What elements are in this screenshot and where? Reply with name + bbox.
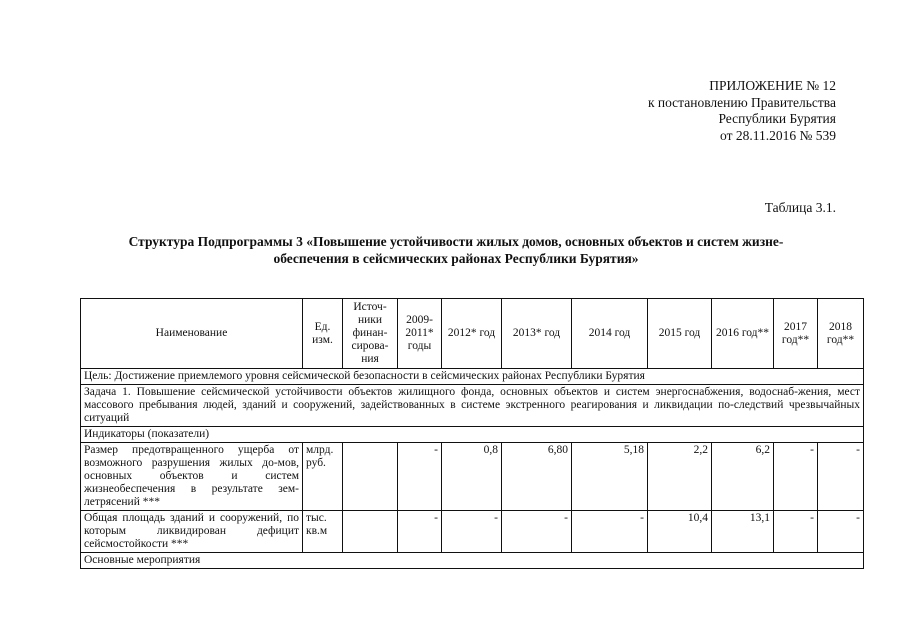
cell-2009-2011: - — [398, 511, 442, 553]
appendix-line: к постановлению Правительства — [647, 94, 836, 110]
cell-2017: - — [774, 511, 818, 553]
indicators-cell: Индикаторы (показатели) — [81, 427, 864, 443]
appendix-line: ПРИЛОЖЕНИЕ № 12 — [709, 78, 836, 93]
header-source: Источ-ники финан-сирова-ния — [343, 299, 398, 369]
header-2012: 2012* год — [442, 299, 502, 369]
row-unit: млрд. руб. — [303, 443, 343, 511]
title-line: обеспечения в сейсмических районах Республики Бурятия» — [273, 251, 639, 266]
activities-row — [81, 553, 864, 569]
header-2016: 2016 год** — [712, 299, 774, 369]
cell-2013: - — [502, 511, 572, 553]
header-2014: 2014 год — [572, 299, 648, 369]
cell-2009-2011: - — [398, 443, 442, 511]
cell-2013: 6,80 — [502, 443, 572, 511]
cell-2012: - — [442, 511, 502, 553]
cell-2014: - — [572, 511, 648, 553]
goal-row — [81, 369, 864, 385]
header-2018: 2018 год** — [818, 299, 864, 369]
table-row — [81, 443, 864, 511]
cell-2018: - — [818, 511, 864, 553]
title-line: Структура Подпрограммы 3 «Повышение устойчивости жилых домов, основных объектов и систем жизне- — [128, 234, 784, 249]
activities-cell: Основные мероприятия — [81, 553, 864, 569]
header-row — [81, 299, 864, 369]
row-source — [343, 511, 398, 553]
table-row — [81, 511, 864, 553]
cell-2016: 13,1 — [712, 511, 774, 553]
row-unit: тыс. кв.м — [303, 511, 343, 553]
indicators-row — [81, 427, 864, 443]
cell-2018: - — [818, 443, 864, 511]
row-source — [343, 443, 398, 511]
cell-2012: 0,8 — [442, 443, 502, 511]
cell-2015: 10,4 — [648, 511, 712, 553]
task-row — [81, 385, 864, 427]
header-name: Наименование — [81, 299, 303, 369]
cell-2014: 5,18 — [572, 443, 648, 511]
appendix-line: Республики Бурятия — [718, 111, 836, 126]
header-2015: 2015 год — [648, 299, 712, 369]
task-cell: Задача 1. Повышение сейсмической устойчивости объектов жилищного фонда, основных объектов и систем энергоснабжения, водоснаб-жения, мест массового пребывания людей, зданий и сооружений, задействованных в системе экстренного реагирования и ликвидации по-следствий чрезвычайных ситуаций — [81, 385, 864, 427]
row-name: Общая площадь зданий и сооружений, по которым ликвидирован дефицит сейсмостойкости *** — [81, 511, 303, 553]
appendix-line: от 28.11.2016 № 539 — [720, 127, 836, 143]
table-number: Таблица 3.1. — [764, 200, 836, 215]
appendix-block — [648, 78, 836, 144]
header-2013: 2013* год — [502, 299, 572, 369]
cell-2015: 2,2 — [648, 443, 712, 511]
header-2009-2011: 2009-2011* годы — [398, 299, 442, 369]
cell-2017: - — [774, 443, 818, 511]
cell-2016: 6,2 — [712, 443, 774, 511]
header-unit: Ед. изм. — [303, 299, 343, 369]
structure-table — [80, 298, 864, 569]
row-name: Размер предотвращенного ущерба от возможного разрушения жилых до-мов, основных объектов и систем жизнеобеспечения в результате зем-летрясений *** — [81, 443, 303, 511]
header-2017: 2017 год** — [774, 299, 818, 369]
goal-cell: Цель: Достижение приемлемого уровня сейсмической безопасности в сейсмических районах Республики Бурятия — [81, 369, 864, 385]
document-title — [80, 233, 832, 267]
